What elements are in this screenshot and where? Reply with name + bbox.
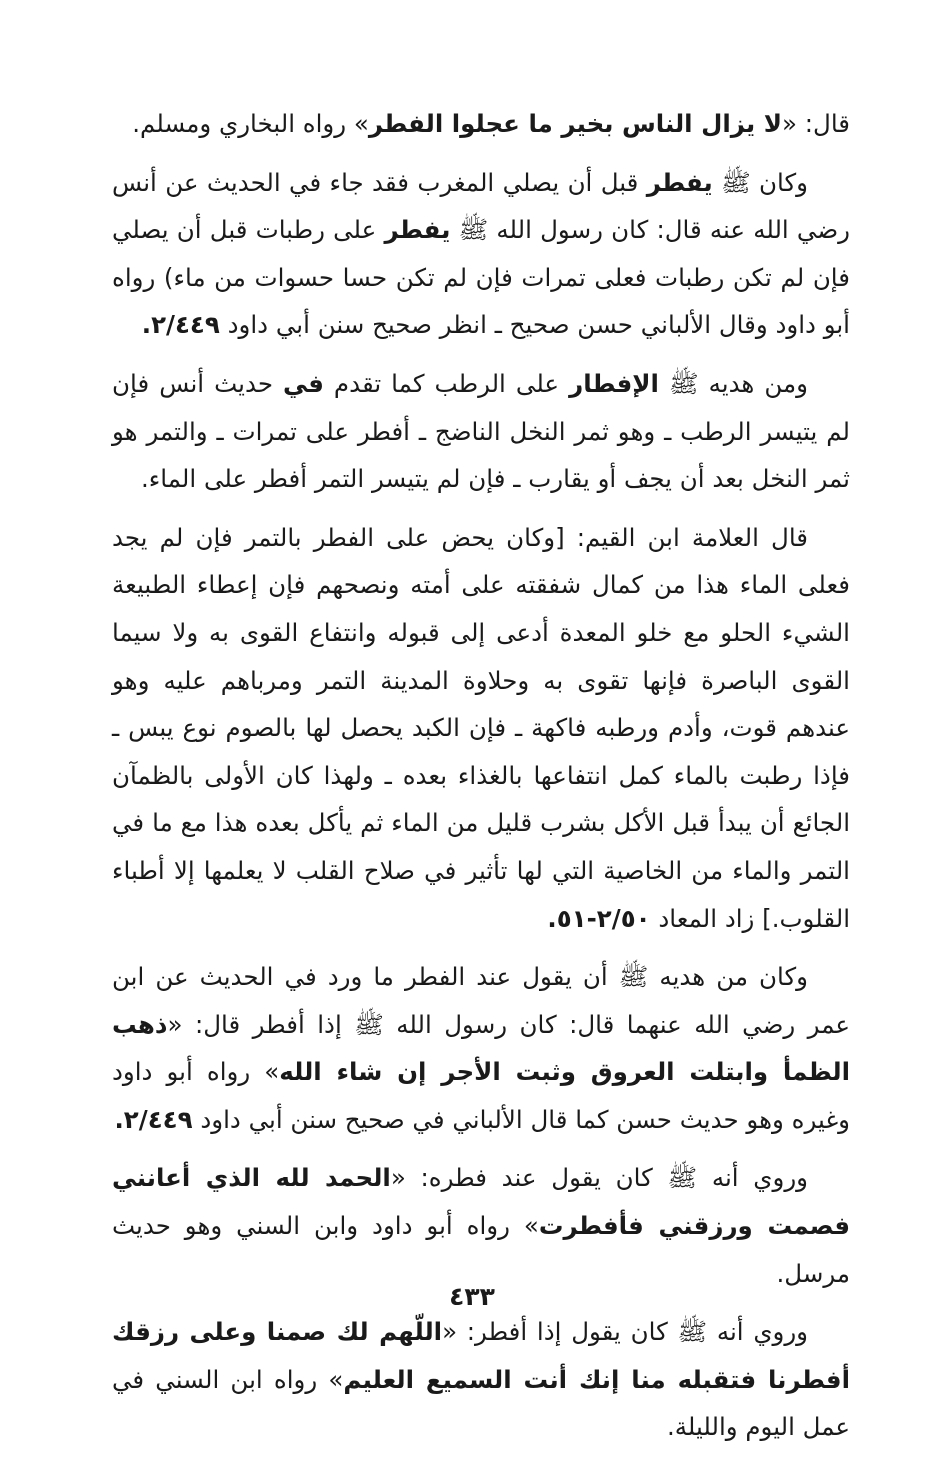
text-segment: حديث أنس فإن لم يتيسر الرطب ـ وهو ثمر النخل الناضج ـ أفطر على تمرات ـ والتمر هو ثمر النخل بعد أن يجف أو يقارب ـ فإن لم يتيسر التمر أفطر على الماء. bbox=[112, 368, 850, 494]
text-segment: وكان ﷺ bbox=[712, 167, 809, 197]
text-segment: قال العلامة ابن القيم: [وكان يحض على الفطر بالتمر فإن لم يجد فعلى الماء هذا من كمال شفقته على أمته ونصحهم فإن إعطاء الطبيعة الشيء الحلو مع خلو المعدة أدعى إلى قبوله وانتفاع القوى به ولا سيما القوى الباصرة فإنها تقوى به وحلاوة المدينة التمر ومرباهم عليه وهو عندهم قوت، وأدم ورطبه فاكهة ـ فإن الكبد يحصل لها بالصوم نوع يبس ـ فإذا رطبت بالماء كمل انتفاعها بالغذاء بعده ـ ولهذا كان الأولى بالظمآن الجائع أن يبدأ قبل الأكل بشرب قليل من الماء ثم يأكل بعده هذا مع ما في التمر والماء من الخاصية التي لها تأثير في صلاح القلب لا يعلمها إلا أطباء القلوب.] زاد المعاد bbox=[112, 522, 850, 933]
bold-text: يفطر bbox=[384, 215, 451, 245]
bold-text: ٢/٤٤٩. bbox=[114, 1104, 193, 1134]
bold-text: ٢/٤٤٩. bbox=[141, 310, 220, 340]
bold-text: في bbox=[283, 368, 324, 398]
bold-text: الحمد لله الذي أعانني فصمت ورزقني فأفطرت bbox=[112, 1163, 850, 1241]
paragraph bbox=[112, 514, 850, 942]
paragraph bbox=[112, 953, 850, 1143]
paragraph bbox=[112, 159, 850, 349]
text-segment: » رواه البخاري ومسلم. bbox=[132, 109, 369, 138]
text-segment: » رواه ابن السني في عمل اليوم والليلة. bbox=[112, 1364, 850, 1442]
paragraph bbox=[112, 1308, 850, 1451]
bold-text: يفطر bbox=[646, 167, 713, 197]
text-segment: » رواه أبو داود وابن السني وهو حديث مرسل. bbox=[112, 1211, 850, 1288]
bold-text: ذهب الظمأ وابتلت العروق وثبت الأجر إن شاء الله bbox=[112, 1009, 850, 1087]
bold-text: اللّهم لك صمنا وعلى رزقك أفطرنا فتقبله منا إنك أنت السميع العليم bbox=[112, 1317, 850, 1394]
text-segment: وروي أنه ﷺ كان يقول إذا أفطر: « bbox=[442, 1317, 808, 1347]
text-segment: وكان من هديه ﷺ أن يقول عند الفطر ما ورد في الحديث عن ابن عمر رضي الله عنهما قال: كان رسول الله ﷺ إذا أفطر قال: « bbox=[112, 962, 850, 1039]
text-segment: قال: « bbox=[781, 109, 850, 138]
paragraph bbox=[112, 100, 850, 148]
text-segment: » رواه أبو داود وغيره وهو حديث حسن كما قال الألباني في صحيح سنن أبي داود bbox=[112, 1057, 850, 1134]
text-segment: ومن هديه ﷺ bbox=[658, 368, 808, 398]
text-segment: على رطبات قبل أن يصلي فإن لم تكن رطبات فعلى تمرات فإن لم تكن حسا حسوات من ماء) رواه أبو داود وقال الألباني حسن صحيح ـ انظر صحيح سنن أبي داود bbox=[112, 215, 850, 340]
page-number: ٤٣٣ bbox=[449, 1282, 495, 1311]
page-body bbox=[112, 100, 850, 1462]
paragraph bbox=[112, 1154, 850, 1297]
bold-text: ٢/٥٠-٥١. bbox=[547, 903, 651, 933]
text-segment: على الرطب كما تقدم bbox=[323, 368, 570, 398]
bold-text: الإفطار bbox=[569, 368, 659, 398]
bold-text: لا يزال الناس بخير ما عجلوا الفطر bbox=[368, 109, 782, 138]
text-segment: وروي أنه ﷺ كان يقول عند فطره: « bbox=[390, 1163, 808, 1193]
text-segment: قبل أن يصلي المغرب فقد جاء في الحديث عن أنس رضي الله عنه قال: كان رسول الله ﷺ bbox=[112, 167, 850, 245]
paragraph bbox=[112, 360, 850, 503]
